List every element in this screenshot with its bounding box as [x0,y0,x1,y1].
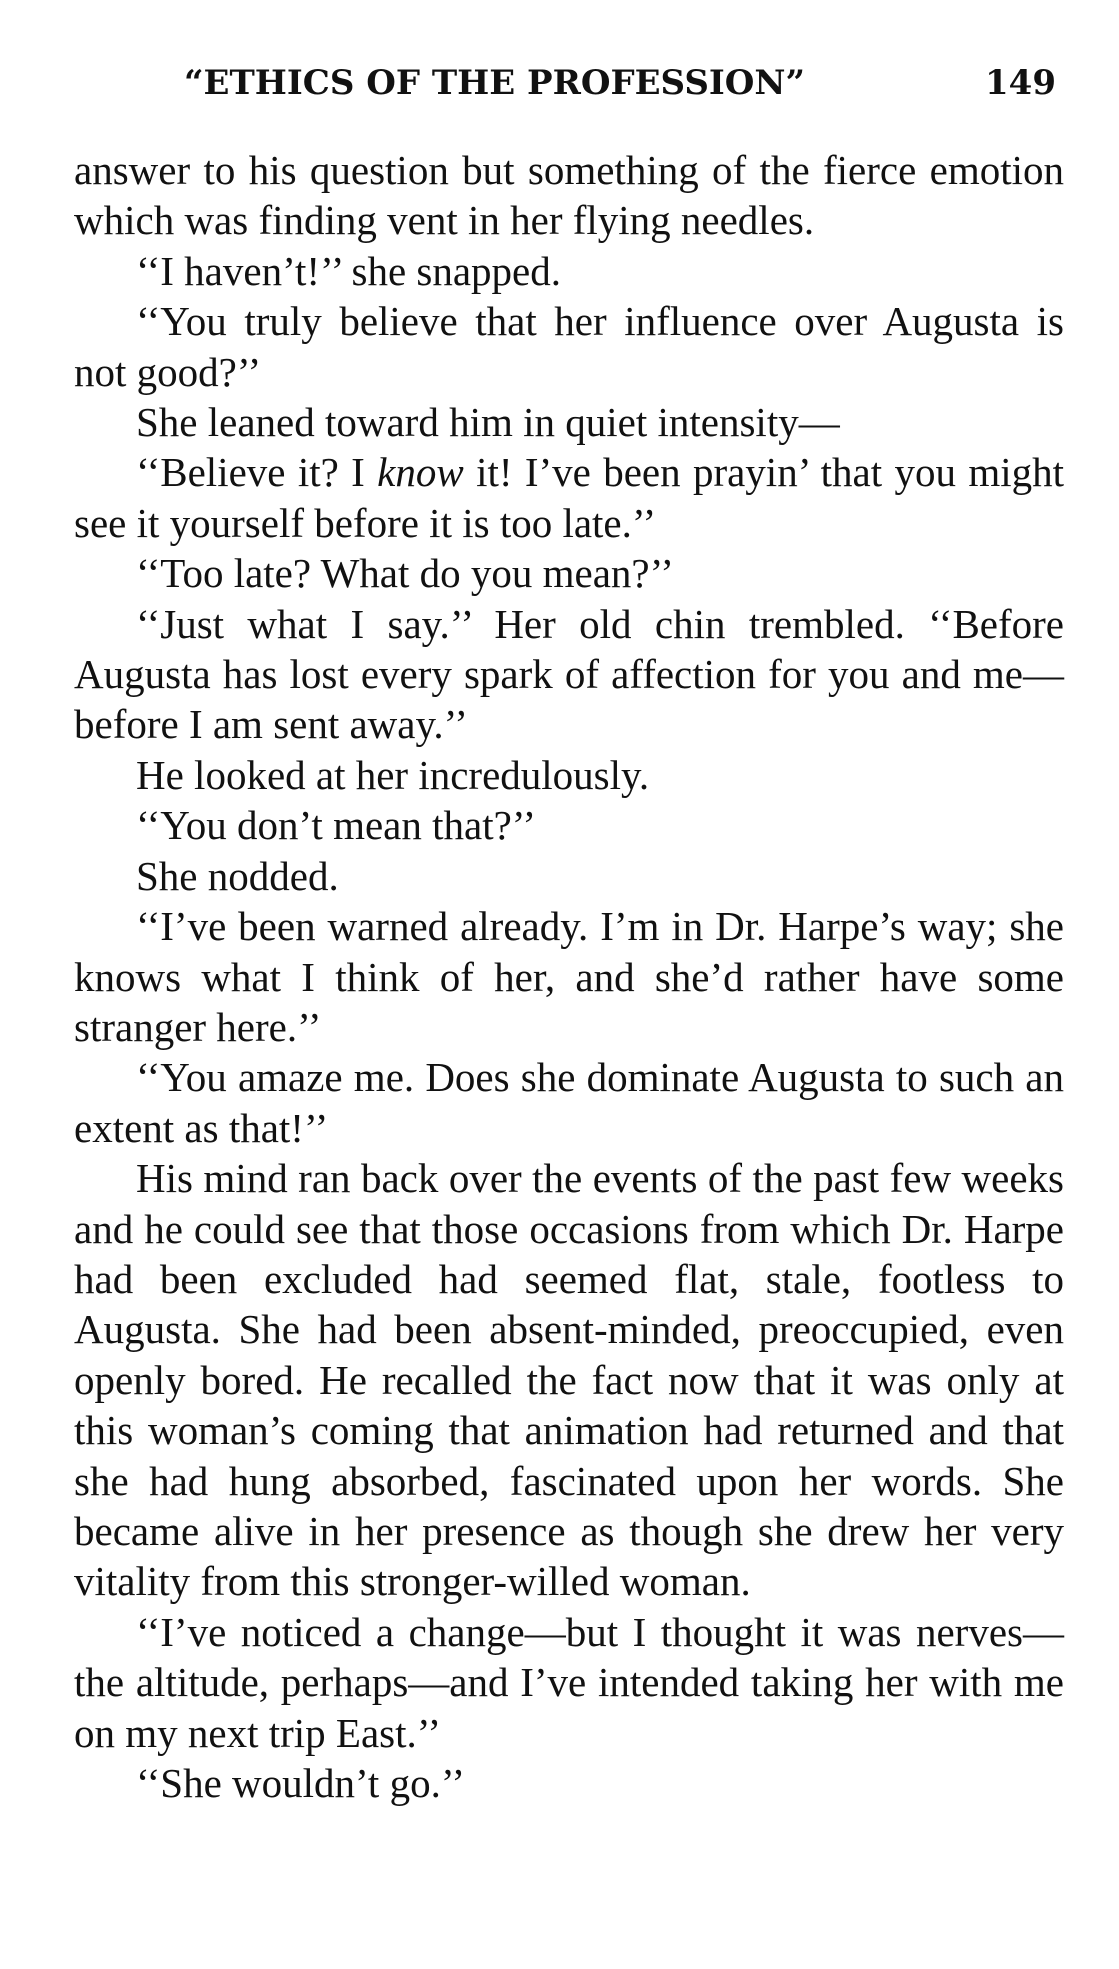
paragraph: She leaned toward him in quiet intensity— [136,399,840,446]
paragraph: ‘‘You don’t mean that?’’ [136,802,537,849]
paragraph: answer to his question but something of the fierce emotion which was finding vent in her flying needles. [74,147,1064,244]
paragraph: ‘‘I’ve been warned already. I’m in Dr. Harpe’s way; she knows what I think of her, and she’d rather have some stranger here.’’ [74,903,1064,1050]
paragraph: She nodded. [136,852,339,899]
paragraph: ‘‘She wouldn’t go.’’ [136,1760,466,1806]
paragraph: ‘‘Too late? What do you mean?’’ [136,550,674,597]
paragraph-text: it! I’ve been prayin’ that you might see it yourself before it is too late.’’ [74,449,1064,546]
paragraph: ‘‘You truly believe that her influence over Augusta is not good?’’ [74,298,1064,395]
emphasized-word: know [377,449,464,496]
paragraph: ‘‘Just what I say.’’ Her old chin trembled. ‘‘Before Augusta has lost every spark of affection for you and me—before I am sent away.’’ [74,600,1064,748]
paragraph: ‘‘I’ve noticed a change—but I thought it was nerves—the altitude, perhaps—and I’ve intended taking her with me on my next trip East.’’ [74,1608,1064,1756]
paragraph: His mind ran back over the events of the past few weeks and he could see that those occasions from which Dr. Harpe had been excluded had seemed flat, stale, footless to Augusta. She had been absent-minded, preoccupied, even openly bored. He recalled the fact now that it was only at this woman’s coming that animation had returned and that she had hung absorbed, fascinated upon her words. She became alive in her presence as though she drew her very vitality from this stronger-willed woman. [74,1155,1064,1605]
paragraph [74,447,1064,548]
running-header [74,58,1064,108]
paragraph: He looked at her incredulously. [136,751,650,798]
running-title: “ETHICS OF THE PROFESSION” [184,63,806,103]
paragraph: ‘‘I haven’t!’’ she snapped. [136,247,561,294]
page-number: 149 [985,63,1056,103]
paragraph-text: ‘‘Believe it? I [136,449,378,496]
paragraph: ‘‘You amaze me. Does she dominate Augusta to such an extent as that!’’ [74,1054,1064,1151]
body-text [74,145,1064,1808]
